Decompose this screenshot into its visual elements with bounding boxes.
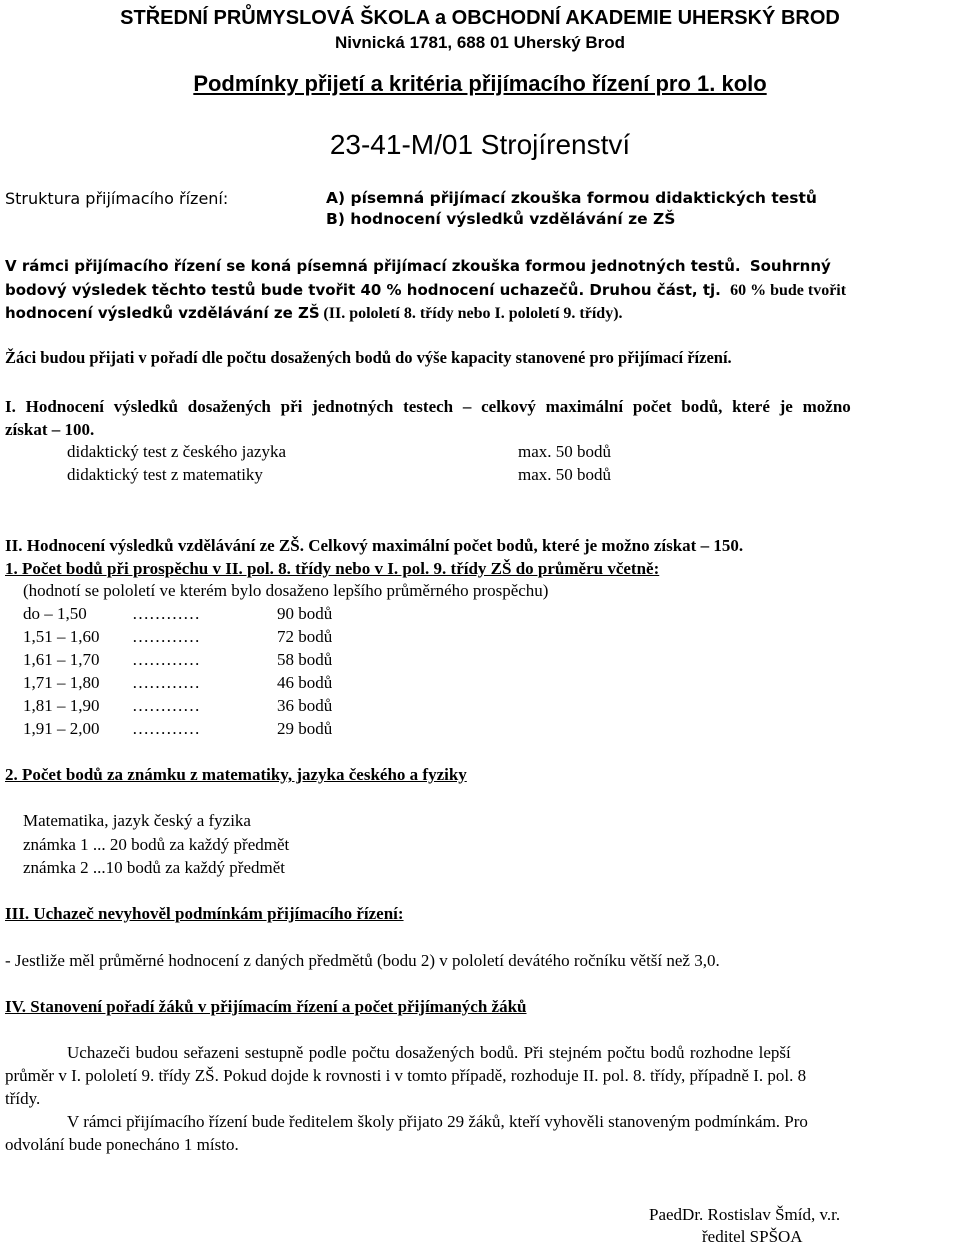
- intro-line1-a: V rámci přijímacího řízení se koná písemná přijímací zkouška formou jednotných testů.: [5, 257, 741, 275]
- structure-item-a: A) písemná přijímací zkouška formou didaktických testů: [326, 189, 817, 207]
- section4-para2-line1: V rámci přijímacího řízení bude ředitelem školy přijato 29 žáků, kteří vyhověli stanoveným podmínkám. Pro: [67, 1112, 808, 1131]
- intro-line3-a: hodnocení výsledků vzdělávání ze ZŠ: [5, 304, 320, 322]
- test-czech-max: max. 50 bodů: [518, 442, 612, 461]
- grade-points: 72 bodů: [277, 627, 333, 646]
- intro-line3-b: (II. pololetí 8. třídy nebo I. pololetí 9. třídy).: [323, 305, 623, 322]
- section3-text: - Jestliže měl průměrné hodnocení z daných předmětů (bodu 2) v pololetí devátého ročníku větší než 3,0.: [5, 951, 720, 970]
- program-title: 23-41-M/01 Strojírenství: [329, 129, 631, 160]
- grade-points: 90 bodů: [277, 604, 333, 623]
- mark2-points: známka 2 ...10 bodů za každý předmět: [23, 858, 285, 877]
- section4-heading: IV. Stanovení pořadí žáků v přijímacím řízení a počet přijímaných žáků: [5, 997, 527, 1016]
- grade-dots: …………: [132, 627, 200, 646]
- intro-line1-b: Souhrnný: [749, 257, 831, 275]
- section2-sub1-note: (hodnotí se pololetí ve kterém bylo dosaženo lepšího průměrného prospěchu): [23, 581, 549, 600]
- grade-range: 1,81 – 1,90: [23, 696, 100, 715]
- grade-points: 46 bodů: [277, 673, 333, 692]
- section2-heading: II. Hodnocení výsledků vzdělávání ze ZŠ. Celkový maximální počet bodů, které je možno získat – 150.: [5, 536, 744, 555]
- school-address: Nivnická 1781, 688 01 Uherský Brod: [334, 33, 626, 52]
- intro-line2-a: bodový výsledek těchto testů bude tvořit 40 % hodnocení uchazečů. Druhou část, tj.: [5, 281, 721, 299]
- page-title: Podmínky přijetí a kritéria přijímacího řízení pro 1. kolo: [193, 71, 767, 96]
- intro-line2: [5, 283, 846, 299]
- grade-range: 1,51 – 1,60: [23, 627, 100, 646]
- grade-range: 1,91 – 2,00: [23, 719, 100, 738]
- structure-item-b: B) hodnocení výsledků vzdělávání ze ZŠ: [326, 210, 676, 228]
- section1-heading-line2: získat – 100.: [5, 420, 95, 439]
- section4-para2-line2: odvolání bude ponecháno 1 místo.: [5, 1135, 239, 1154]
- section4-para1-line3: třídy.: [5, 1089, 41, 1108]
- subjects-label: Matematika, jazyk český a fyzika: [23, 811, 251, 830]
- signature-name: PaedDr. Rostislav Šmíd, v.r.: [649, 1205, 841, 1224]
- section2-sub2: 2. Počet bodů za známku z matematiky, jazyka českého a fyziky: [5, 765, 467, 784]
- intro-line3: [5, 306, 623, 322]
- grade-dots: …………: [132, 650, 200, 669]
- section3-heading: [5, 905, 404, 922]
- school-name: STŘEDNÍ PRŮMYSLOVÁ ŠKOLA a OBCHODNÍ AKADEMIE UHERSKÝ BROD: [120, 7, 840, 29]
- test-czech-name: didaktický test z českého jazyka: [67, 442, 287, 461]
- test-math-max: max. 50 bodů: [518, 465, 612, 484]
- grade-points: 58 bodů: [277, 650, 333, 669]
- grade-range: 1,71 – 1,80: [23, 673, 100, 692]
- grade-dots: …………: [132, 719, 200, 738]
- section4-para1-line1: Uchazeči budou seřazeni sestupně podle počtu dosažených bodů. Při stejném počtu bodů rozhodne lepší: [67, 1043, 791, 1062]
- grade-range: do – 1,50: [23, 604, 87, 623]
- test-math-name: didaktický test z matematiky: [67, 465, 263, 484]
- grade-points: 29 bodů: [277, 719, 333, 738]
- section3-heading-text: III. Uchazeč nevyhověl podmínkám přijímacího řízení:: [5, 904, 404, 923]
- signature-role: ředitel SPŠOA: [702, 1227, 803, 1246]
- mark1-points: známka 1 ... 20 bodů za každý předmět: [23, 835, 290, 854]
- grade-dots: …………: [132, 604, 200, 623]
- intro-line1: [5, 259, 831, 274]
- intro-line2-b: 60 % bude tvořit: [730, 282, 847, 299]
- grade-dots: …………: [132, 673, 200, 692]
- section1-heading-line1: I. Hodnocení výsledků dosažených při jednotných testech – celkový maximální počet bodů, které je možno: [5, 397, 851, 416]
- section2-sub1: 1. Počet bodů při prospěchu v II. pol. 8. třídy nebo v I. pol. 9. třídy ZŠ do průměru včetně:: [5, 559, 660, 578]
- grade-range: 1,61 – 1,70: [23, 650, 100, 669]
- section4-para1-line2: průměr v I. pololetí 9. třídy ZŠ. Pokud dojde k rovnosti i v tomto případě, rozhoduje II. pol. 8. třídy, případně I. pol. 8: [5, 1066, 807, 1085]
- grade-points: 36 bodů: [277, 696, 333, 715]
- structure-label: Struktura přijímacího řízení:: [5, 189, 229, 208]
- grade-dots: …………: [132, 696, 200, 715]
- order-note: Žáci budou přijati v pořadí dle počtu dosažených bodů do výše kapacity stanovené pro přijímací řízení.: [5, 348, 732, 367]
